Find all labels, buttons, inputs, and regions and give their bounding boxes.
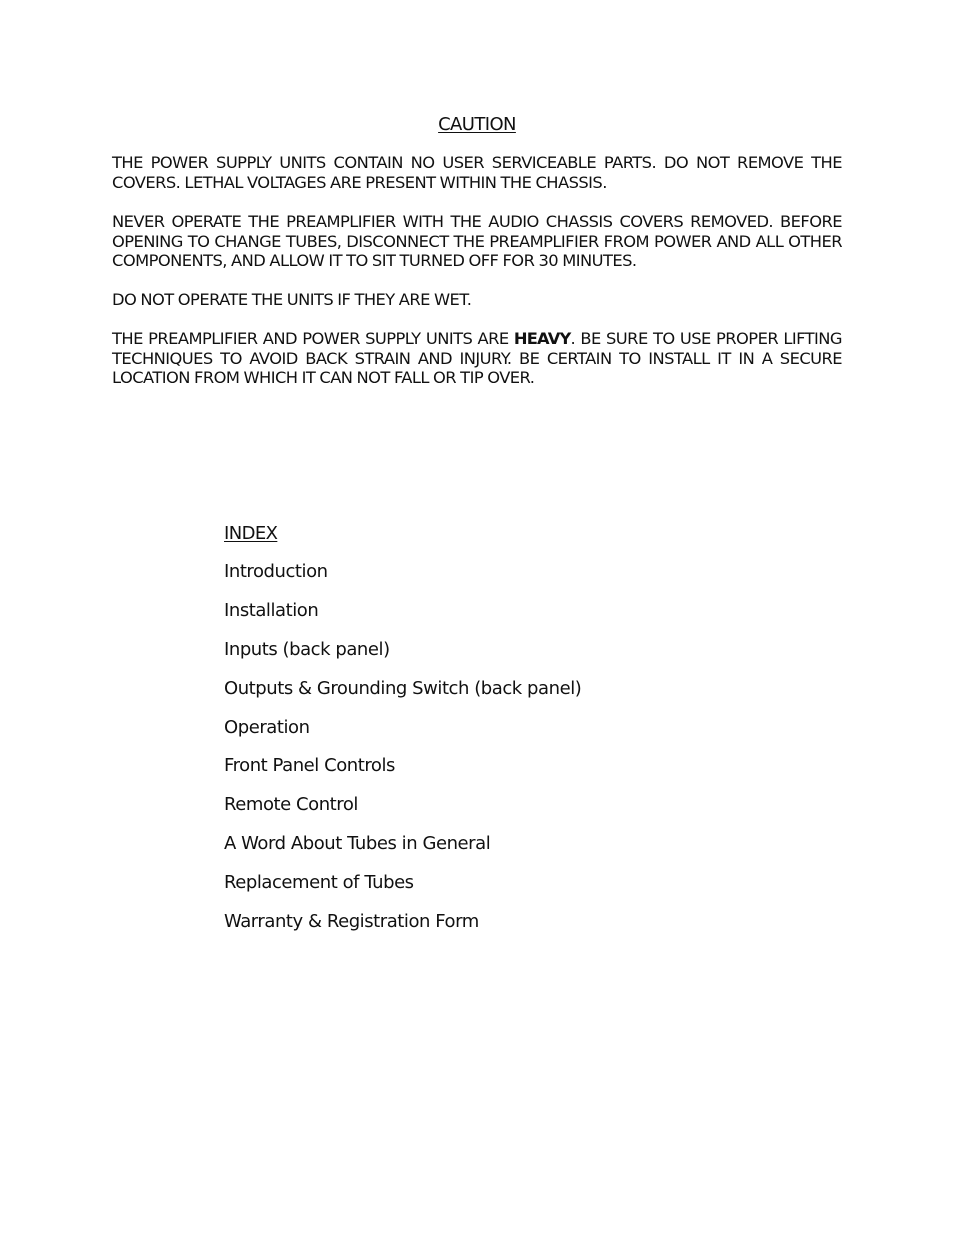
heavy-emphasis: HEAVY — [513, 329, 571, 348]
caution-paragraph-heavy — [112, 329, 842, 388]
index-list — [224, 560, 581, 949]
index-item-outputs-grounding: Outputs & Grounding Switch (back panel) — [224, 677, 582, 699]
caution-paragraph-covers: THE POWER SUPPLY UNITS CONTAIN NO USER SERVICEABLE PARTS. DO NOT REMOVE THE COVERS. LETHAL VOLTAGES ARE PRESENT WITHIN THE CHASSIS. — [112, 153, 842, 192]
index-item-front-panel-controls: Front Panel Controls — [224, 755, 395, 777]
heavy-text-before: THE PREAMPLIFIER AND POWER SUPPLY UNITS ARE — [112, 329, 514, 348]
index-item-inputs: Inputs (back panel) — [224, 638, 390, 660]
index-item-installation: Installation — [224, 599, 319, 621]
index-item-remote-control: Remote Control — [224, 794, 358, 816]
caution-paragraph-wet: DO NOT OPERATE THE UNITS IF THEY ARE WET. — [112, 290, 472, 309]
index-item-operation: Operation — [224, 716, 310, 738]
caution-heading: CAUTION — [438, 114, 516, 135]
heavy-text-after: . BE SURE TO USE PROPER LIFTING TECHNIQUES TO AVOID BACK STRAIN AND INJURY. BE CERTAIN TO INSTALL IT IN A SECURE LOCATION FROM WHICH IT CAN NOT FALL OR TIP OVER. — [112, 329, 842, 388]
index-item-replacement-tubes: Replacement of Tubes — [224, 872, 414, 894]
index-heading: INDEX — [224, 523, 278, 544]
index-item-warranty-registration: Warranty & Registration Form — [224, 911, 479, 933]
index-item-introduction: Introduction — [224, 561, 328, 582]
index-item-tubes-general: A Word About Tubes in General — [224, 833, 491, 855]
caution-paragraph-chassis: NEVER OPERATE THE PREAMPLIFIER WITH THE AUDIO CHASSIS COVERS REMOVED. BEFORE OPENING TO CHANGE TUBES, DISCONNECT THE PREAMPLIFIER FROM POWER AND ALL OTHER COMPONENTS, AND ALLOW IT TO SIT TURNED OFF FOR 30 MINUTES. — [112, 212, 842, 271]
